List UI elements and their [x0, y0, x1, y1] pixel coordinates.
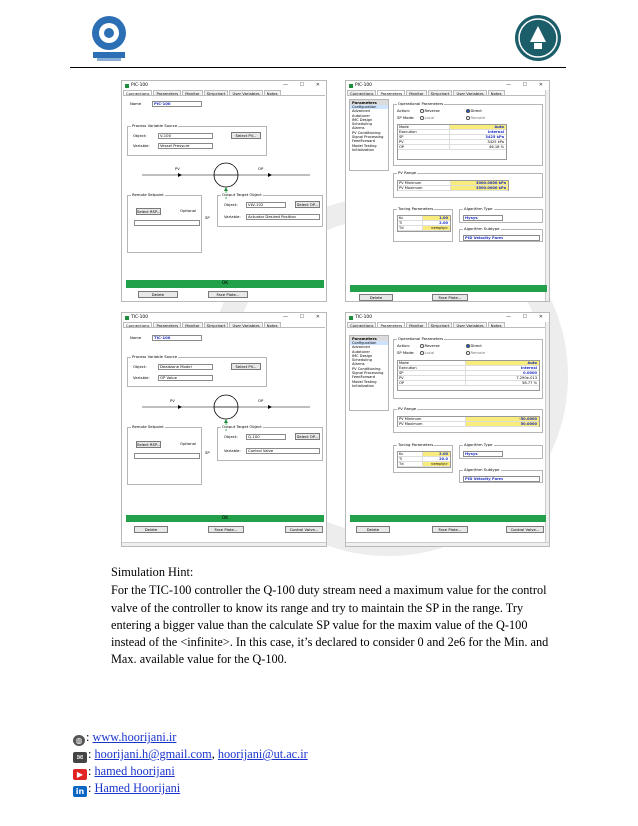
rsp-field[interactable] [134, 453, 200, 459]
row-key: Td [398, 462, 423, 466]
radio-icon [420, 109, 424, 113]
close-icon[interactable]: ✕ [538, 82, 543, 88]
window-title: TIC-100 [355, 315, 373, 320]
tab-stripchart[interactable]: Stripchart [204, 90, 229, 95]
row-key: Kc [398, 452, 423, 456]
group-title: Operational Parameters [398, 336, 444, 341]
tab-notes[interactable]: Notes [264, 90, 281, 95]
window-pic100-connections [121, 80, 327, 302]
op-label: OP [258, 166, 264, 171]
delete-button[interactable]: Delete [134, 526, 168, 533]
action-label: Action: [397, 343, 411, 348]
object-label: Object: [133, 364, 147, 369]
nav-item-imc-design[interactable]: IMC Design [352, 353, 373, 358]
pv-source-group [127, 354, 267, 387]
direct-radio[interactable] [466, 109, 482, 113]
nav-item-scheduling[interactable]: Scheduling [352, 358, 372, 363]
tab-user-variables[interactable]: User Variables [453, 322, 486, 327]
nav-item-alarms[interactable]: Alarms [352, 126, 365, 131]
row-value[interactable]: 2.00 [423, 452, 450, 456]
tab-stripchart[interactable]: Stripchart [428, 90, 453, 95]
out-variable-field[interactable]: Control Valve [246, 448, 320, 454]
row-key: PV Maximum [398, 186, 451, 190]
row-value[interactable]: Auto [450, 125, 506, 129]
sp-label: SP [205, 215, 210, 220]
reverse-radio[interactable] [420, 109, 440, 113]
name-field[interactable]: PIC-100 [152, 101, 202, 107]
delete-button[interactable]: Delete [138, 291, 178, 298]
row-value[interactable]: 3500.0000 kPa [451, 186, 508, 190]
object-label: Object: [133, 133, 147, 138]
app-icon [349, 84, 353, 88]
delete-button[interactable]: Delete [359, 294, 393, 301]
group-title: Algorithm Subtype [464, 226, 500, 231]
minimize-icon[interactable]: — [283, 82, 288, 88]
direct-label: Direct [470, 108, 482, 113]
operational-params-group [393, 336, 543, 399]
row-key: Mode [398, 361, 466, 365]
row-value: 3425 kPa [487, 140, 504, 144]
status-bar [126, 515, 324, 522]
window-title: TIC-100 [131, 315, 149, 320]
object-label: Object: [224, 434, 238, 439]
tab-parameters[interactable]: Parameters [153, 90, 181, 95]
tab-stripchart[interactable]: Stripchart [204, 322, 229, 327]
object-field[interactable]: V-100 [158, 133, 213, 139]
row-key: Td [398, 226, 423, 230]
algorithm-subtype-group [459, 226, 543, 242]
pv-range-table [397, 416, 540, 427]
nav-item-signal-processing[interactable]: Signal Processing [352, 135, 384, 140]
nav-item-pv-conditioning[interactable]: PV Conditioning [352, 366, 381, 371]
action-label: Action: [397, 108, 411, 113]
title-bar [346, 313, 549, 322]
out-object-field[interactable]: Q-100 [246, 434, 286, 440]
maximize-icon[interactable]: ☐ [522, 82, 527, 88]
radio-icon [420, 116, 424, 120]
select-pv-button[interactable]: Select PV... [231, 363, 261, 370]
group-title: PV Range [398, 170, 417, 175]
row-value[interactable]: Auto [466, 361, 539, 365]
parameters-nav [349, 335, 389, 411]
email-link-1[interactable]: hoorijani.h@gmail.com [94, 747, 212, 761]
tab-bar [347, 90, 548, 96]
spmode-label: SP Mode: [397, 115, 415, 120]
row-key: Ti [398, 457, 423, 461]
colon: : [88, 747, 95, 761]
tab-user-variables[interactable]: User Variables [453, 90, 486, 95]
footer-email-row [73, 746, 308, 763]
object-field[interactable]: Deadzone Model [158, 364, 213, 370]
remote-setpoint-group [127, 424, 202, 485]
colon: : [86, 730, 93, 744]
output-target-group [217, 192, 323, 227]
window-title: PIC-100 [131, 83, 148, 88]
row-value[interactable]: 3425 kPa [485, 135, 504, 139]
window-tic100-parameters [345, 312, 550, 547]
face-plate-button[interactable]: Face Plate... [432, 294, 468, 301]
row-value[interactable]: 50.0000 [466, 422, 539, 426]
variable-label: Variable: [133, 143, 150, 148]
window-pic100-parameters [345, 80, 550, 302]
radio-icon [466, 109, 470, 113]
variable-label: Variable: [133, 375, 150, 380]
title-bar [122, 313, 326, 322]
tab-user-variables[interactable]: User Variables [229, 90, 262, 95]
group-title: PV Range [398, 406, 417, 411]
tab-parameters[interactable]: Parameters [377, 90, 405, 95]
nav-item-signal-processing[interactable]: Signal Processing [352, 371, 384, 376]
direct-label: Direct [470, 343, 482, 348]
radio-icon [420, 351, 424, 355]
horizontal-scrollbar[interactable] [122, 542, 326, 546]
select-rsp-button[interactable]: Select RSP... [137, 209, 161, 214]
hint-line: instead of the <infinite>. In this case, it’s declared to consider 0 and 2e6 for the Min. and [111, 635, 549, 649]
remote-radio[interactable] [466, 116, 485, 120]
pv-source-group [127, 123, 267, 156]
status-bar [350, 285, 547, 292]
group-title: Process Variable Source [132, 123, 178, 128]
row-key: PV [398, 376, 466, 380]
row-value[interactable]: <empty> [423, 462, 450, 466]
vertical-scrollbar[interactable] [545, 90, 549, 301]
colon: : [88, 781, 95, 795]
row-value[interactable]: Internal [520, 366, 537, 370]
algorithm-subtype-select[interactable]: PID Velocity Form [463, 235, 540, 241]
operational-params-group [393, 101, 543, 166]
row-key: PV Minimum [398, 181, 451, 185]
table-row[interactable] [398, 186, 508, 191]
select-pv-button[interactable]: Select PV... [231, 132, 261, 139]
pv-range-group [393, 170, 543, 198]
footer-linkedin-row [73, 780, 180, 797]
row-value[interactable]: -50.0000 [466, 417, 539, 421]
local-radio[interactable] [420, 116, 434, 120]
row-key: Ti [398, 221, 423, 225]
hint-title: Simulation Hint: [111, 565, 194, 579]
radio-icon [466, 116, 470, 120]
tab-connections[interactable]: Connections [347, 322, 376, 327]
local-label: Local [424, 350, 435, 355]
remote-label: Remote [470, 115, 486, 120]
group-title: Remote Setpoint [132, 424, 164, 429]
minimize-icon[interactable]: — [283, 314, 288, 320]
email-link-2[interactable]: hoorijani@ut.ac.ir [217, 747, 308, 761]
tab-monitor[interactable]: Monitor [406, 322, 426, 327]
app-icon [125, 84, 129, 88]
pv-range-table [397, 180, 509, 191]
face-plate-button[interactable]: Face Plate... [208, 526, 244, 533]
maximize-icon[interactable]: ☐ [522, 314, 527, 320]
optional-label: Optional [180, 208, 197, 213]
object-label: Object: [224, 202, 238, 207]
minimize-icon[interactable]: — [506, 82, 511, 88]
horizontal-scrollbar[interactable] [346, 542, 549, 546]
hint-line: valve of the controller to know its range and try to maintain the SP in the range. Try [111, 601, 524, 615]
row-value: 58.77 % [522, 381, 537, 385]
tab-monitor[interactable]: Monitor [182, 90, 202, 95]
group-title: Output Target Object [222, 424, 262, 429]
row-key: Kc [398, 216, 423, 220]
maximize-icon[interactable]: ☐ [299, 314, 304, 320]
variable-field[interactable]: OP Value [158, 375, 213, 381]
table-row[interactable] [398, 422, 539, 427]
algorithm-type-select[interactable]: Hysys [463, 215, 503, 221]
group-title: Process Variable Source [132, 354, 178, 359]
table-row[interactable] [398, 381, 539, 386]
group-title: Algorithm Type [464, 442, 493, 447]
algorithm-type-group [459, 206, 543, 223]
tab-bar [347, 322, 548, 328]
nav-item-configuration[interactable]: Configuration [350, 105, 388, 109]
row-value[interactable]: <empty> [423, 226, 450, 230]
tab-parameters[interactable]: Parameters [153, 322, 181, 327]
row-key: Execution [398, 366, 466, 370]
row-value[interactable]: 2.00 [439, 221, 448, 225]
table-row[interactable] [398, 145, 506, 150]
pv-label: PV [175, 166, 180, 171]
row-value: 46.18 % [489, 145, 504, 149]
direct-radio[interactable] [466, 344, 482, 348]
email-separator: , [211, 747, 218, 761]
nav-item-feedforward[interactable]: FeedForward [352, 139, 376, 144]
tab-monitor[interactable]: Monitor [182, 322, 202, 327]
sp-label: SP [205, 450, 210, 455]
radio-icon [466, 351, 470, 355]
nav-item-autotuner[interactable]: Autotuner [352, 349, 370, 354]
control-valve-button[interactable]: Control Valve... [506, 526, 544, 533]
row-value[interactable]: Internal [487, 130, 504, 134]
left-logo [85, 11, 133, 63]
algorithm-type-select[interactable]: Hysys [463, 451, 503, 457]
nav-item-feedforward[interactable]: FeedForward [352, 375, 376, 380]
nav-item-initialization[interactable]: Initialization [352, 383, 374, 388]
tab-notes[interactable]: Notes [488, 90, 505, 95]
row-key: PV Maximum [398, 422, 466, 426]
hint-line: Max. available value for the Q-100. [111, 652, 287, 666]
face-plate-button[interactable]: Face Plate... [208, 291, 248, 298]
control-valve-button[interactable]: Control Valve... [285, 526, 323, 533]
nav-item-model-testing[interactable]: Model Testing [352, 379, 377, 384]
minimize-icon[interactable]: — [506, 314, 511, 320]
radio-icon [466, 344, 470, 348]
local-radio[interactable] [420, 351, 434, 355]
tab-user-variables[interactable]: User Variables [229, 322, 262, 327]
out-object-field[interactable]: VLV-102 [246, 202, 286, 208]
footer-youtube-row [73, 763, 175, 780]
row-key: SP [398, 135, 450, 139]
row-key: PV [398, 140, 450, 144]
variable-label: Variable: [224, 448, 241, 453]
nav-item-alarms[interactable]: Alarms [352, 362, 365, 367]
reverse-radio[interactable] [420, 344, 440, 348]
tab-bar [123, 322, 325, 328]
globe-icon: ◍ [73, 735, 85, 746]
hint-line: For the TIC-100 controller the Q-100 duty stream need a maximum value for the control [111, 583, 547, 597]
output-target-group [217, 424, 323, 461]
group-title: Algorithm Subtype [464, 467, 500, 472]
vertical-scrollbar[interactable] [545, 322, 549, 546]
remote-setpoint-group [127, 192, 202, 253]
tab-notes[interactable]: Notes [264, 322, 281, 327]
tab-parameters[interactable]: Parameters [377, 322, 405, 327]
nav-item-advanced[interactable]: Advanced [352, 109, 370, 114]
title-bar [346, 81, 549, 90]
group-title: Algorithm Type [464, 206, 493, 211]
nav-item-configuration[interactable]: Configuration [350, 341, 388, 345]
remote-label: Remote [470, 350, 486, 355]
email-icon: ✉ [73, 752, 87, 763]
row-key: OP [398, 145, 450, 149]
name-label: Name [130, 101, 142, 106]
tab-bar [123, 90, 325, 96]
app-icon [349, 316, 353, 320]
tab-notes[interactable]: Notes [488, 322, 505, 327]
group-title: Operational Parameters [398, 101, 444, 106]
row-value[interactable]: 20.0 [439, 457, 448, 461]
op-params-table [397, 360, 540, 391]
youtube-link[interactable]: hamed hoorijani [94, 764, 175, 778]
parameters-nav [349, 99, 389, 171]
row-value[interactable]: 0.0000 [523, 371, 537, 375]
algorithm-type-group [459, 442, 543, 459]
delete-button[interactable]: Delete [356, 526, 390, 533]
table-row[interactable] [398, 462, 450, 467]
pv-range-group [393, 406, 543, 433]
algorithm-subtype-select[interactable]: PID Velocity Form [463, 476, 540, 482]
tab-connections[interactable]: Connections [123, 322, 152, 327]
row-value[interactable]: 3000.0000 kPa [451, 181, 508, 185]
website-link[interactable]: www.hoorijani.ir [92, 730, 177, 744]
reverse-label: Reverse [424, 343, 440, 348]
spmode-label: SP Mode: [397, 350, 415, 355]
group-title: Output Target Object [222, 192, 262, 197]
close-icon[interactable]: ✕ [538, 314, 543, 320]
footer-website-row [73, 729, 176, 746]
remote-radio[interactable] [466, 351, 485, 355]
tuning-group [393, 442, 453, 473]
nav-item-autotuner[interactable]: Autotuner [352, 113, 370, 118]
out-variable-field[interactable]: Actuator Desired Position [246, 214, 320, 220]
table-row[interactable] [398, 226, 450, 231]
radio-icon [420, 344, 424, 348]
select-op-button[interactable]: Select OP... [296, 434, 319, 439]
nav-item-advanced[interactable]: Advanced [352, 345, 370, 350]
status-bar [350, 515, 546, 522]
tab-connections[interactable]: Connections [123, 90, 152, 95]
app-icon [125, 316, 129, 320]
group-title: Tuning Parameters [398, 206, 434, 211]
linkedin-icon: in [73, 786, 87, 797]
rsp-field[interactable] [134, 220, 200, 226]
colon: : [88, 764, 95, 778]
nav-item-imc-design[interactable]: IMC Design [352, 117, 373, 122]
face-plate-button[interactable]: Face Plate... [432, 526, 468, 533]
window-tic100-connections [121, 312, 327, 547]
op-label: OP [258, 398, 264, 403]
window-title: PIC-100 [355, 83, 372, 88]
tab-connections[interactable]: Connections [347, 90, 376, 95]
maximize-icon[interactable]: ☐ [299, 82, 304, 88]
tab-stripchart[interactable]: Stripchart [428, 322, 453, 327]
name-field[interactable]: TIC-100 [152, 335, 202, 341]
linkedin-link[interactable]: Hamed Hoorijani [94, 781, 181, 795]
nav-title: Parameters [350, 100, 388, 105]
optional-label: Optional [180, 441, 197, 446]
select-rsp-button[interactable]: Select RSP... [137, 442, 161, 447]
nav-title: Parameters [350, 336, 388, 341]
reverse-label: Reverse [424, 108, 440, 113]
status-text: OK [221, 281, 229, 286]
nav-item-pv-conditioning[interactable]: PV Conditioning [352, 130, 381, 135]
youtube-icon: ▶ [73, 769, 87, 780]
tab-monitor[interactable]: Monitor [406, 90, 426, 95]
nav-item-initialization[interactable]: Initialization [352, 147, 374, 152]
right-logo [515, 15, 561, 61]
name-label: Name [130, 335, 142, 340]
row-key: PV Minimum [398, 417, 466, 421]
tuning-table [397, 215, 451, 232]
variable-field[interactable]: Vessel Pressure [158, 143, 213, 149]
op-params-table [397, 124, 507, 160]
status-text: OK [221, 516, 229, 521]
tuning-group [393, 206, 453, 242]
variable-label: Variable: [224, 214, 241, 219]
pv-label: PV [170, 398, 175, 403]
close-icon[interactable]: ✕ [315, 82, 320, 88]
status-bar [126, 280, 324, 288]
header-rule [70, 67, 566, 68]
close-icon[interactable]: ✕ [315, 314, 320, 320]
group-title: Tuning Parameters [398, 442, 434, 447]
algorithm-subtype-group [459, 467, 543, 483]
hint-line: entering a bigger value than the calculate SP value for the maxim value of the Q-100 [111, 618, 528, 632]
row-key: SP [398, 371, 466, 375]
row-value: 7.290e-013 [516, 376, 537, 380]
select-op-button[interactable]: Select OP... [296, 202, 319, 207]
row-value[interactable]: 1.00 [423, 216, 450, 220]
row-key: Mode [398, 125, 450, 129]
row-key: OP [398, 381, 466, 385]
tuning-table [397, 451, 451, 468]
local-label: Local [424, 115, 435, 120]
row-key: Execution [398, 130, 450, 134]
nav-item-model-testing[interactable]: Model Testing [352, 143, 377, 148]
group-title: Remote Setpoint [132, 192, 164, 197]
nav-item-scheduling[interactable]: Scheduling [352, 122, 372, 127]
title-bar [122, 81, 326, 90]
